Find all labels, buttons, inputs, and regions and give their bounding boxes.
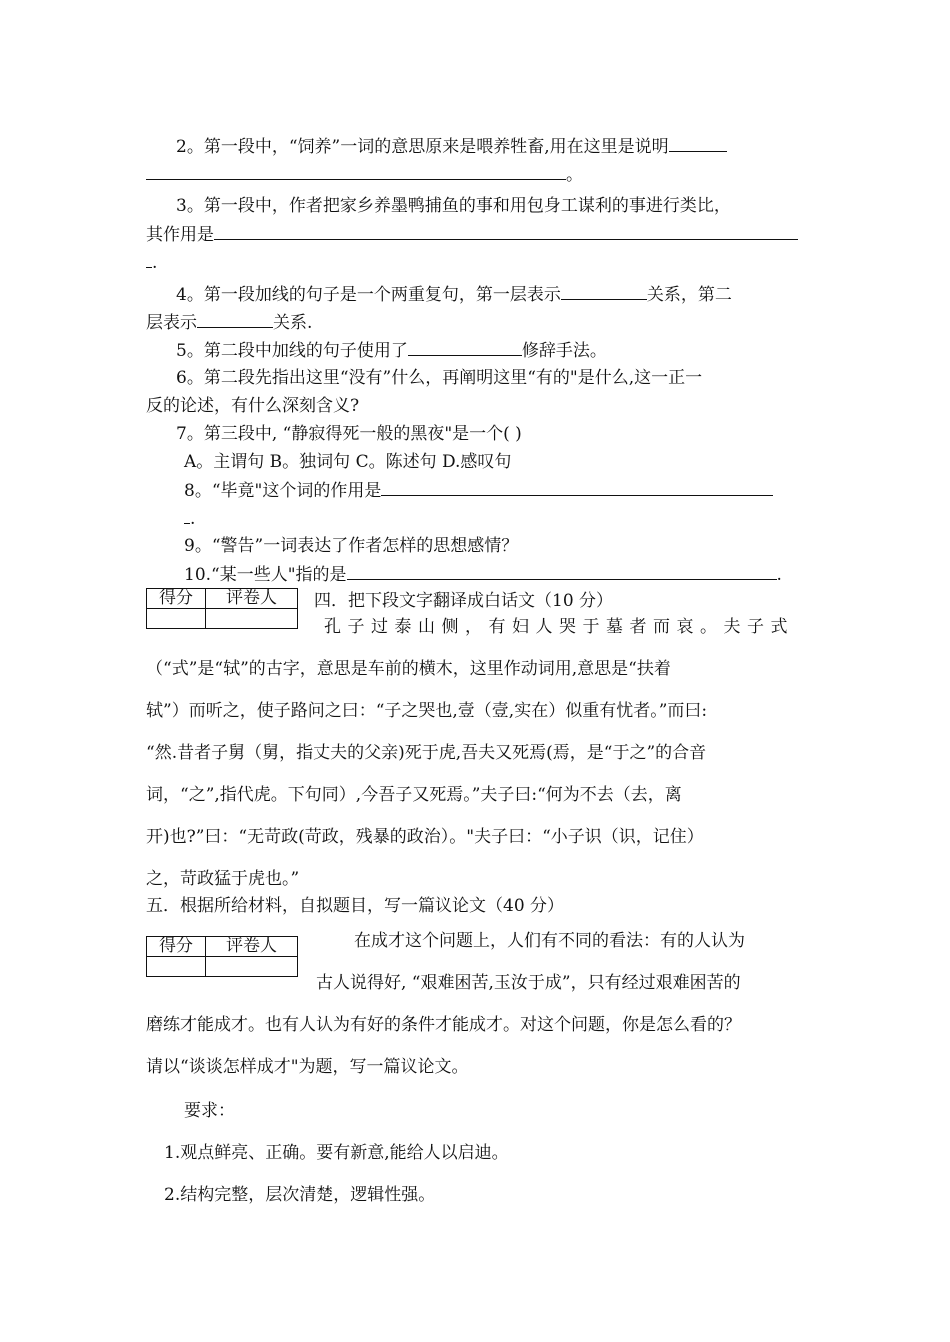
question-2-continuation — [146, 160, 806, 188]
passage-line: “然.昔者子舅（舅，指丈夫的父亲)死于虎,吾夫又死焉(焉，是“于之”的合音 — [146, 743, 707, 763]
question-4-text2: 层表示 — [146, 313, 197, 333]
question-7-options — [146, 448, 806, 476]
requirement-item: 2.结构完整，层次清楚，逻辑性强。 — [164, 1185, 436, 1205]
question-8-end: . — [190, 509, 196, 529]
question-8-line2 — [146, 504, 806, 532]
question-3-line3 — [146, 248, 806, 276]
answer-blank[interactable] — [408, 336, 522, 356]
question-3 — [146, 192, 806, 220]
question-2-end: 。 — [566, 165, 583, 185]
requirements-label: 要求： — [184, 1101, 235, 1121]
answer-blank[interactable] — [197, 308, 273, 328]
question-4 — [146, 280, 806, 308]
passage-line: 孔子过泰山侧，有妇人哭于墓者而哀。夫子式 — [324, 617, 794, 637]
question-4-text: 4。第一段加线的句子是一个两重复句，第一层表示 — [176, 285, 561, 305]
question-9 — [146, 532, 806, 560]
passage-line: （“式”是“轼”的古字，意思是车前的横木，这里作动词用,意思是“扶着 — [146, 659, 671, 679]
section-4-passage — [146, 606, 806, 900]
answer-blank[interactable] — [347, 560, 777, 580]
question-4-end: 关系. — [273, 313, 313, 333]
question-10-text: 10.“某一些人"指的是 — [184, 565, 347, 585]
question-5-end: 修辞手法。 — [521, 341, 607, 361]
passage-line: 开)也?”曰：“无苛政(苛政，残暴的政治）。"夫子曰：“小子识（识，记住） — [146, 827, 704, 847]
question-8 — [146, 476, 806, 504]
section-5-title: 五．根据所给材料，自拟题目，写一篇议论文（40 分） — [146, 896, 565, 916]
question-3-text: 3。第一段中，作者把家乡养墨鸭捕鱼的事和用包身工谋利的事进行类比， — [176, 196, 731, 216]
exam-page — [146, 128, 806, 1216]
question-6-line2 — [146, 392, 806, 420]
question-6-text2: 反的论述，有什么深刻含义? — [146, 396, 360, 416]
question-7-options-text: A。主谓句 B。独词句 C。陈述句 D.感叹句 — [184, 452, 512, 472]
question-6 — [146, 364, 806, 392]
answer-blank[interactable] — [214, 220, 798, 240]
score-label: 得分 — [147, 589, 206, 609]
question-4-line2 — [146, 308, 806, 336]
section-4 — [146, 588, 806, 889]
answer-blank[interactable] — [146, 160, 566, 180]
question-3-line2 — [146, 220, 806, 248]
material-line: 在成才这个问题上，人们有不同的看法：有的人认为 — [354, 931, 745, 951]
question-7 — [146, 420, 806, 448]
question-6-text: 6。第二段先指出这里“没有”什么，再阐明这里“有的"是什么,这一正一 — [176, 368, 703, 388]
question-5-text: 5。第二段中加线的句子使用了 — [176, 341, 408, 361]
section-5-material — [146, 920, 806, 1088]
passage-line: 轼”）而听之，使子路问之曰：“子之哭也,壹（壹,实在）似重有忧者。”而曰: — [146, 701, 708, 721]
answer-blank[interactable] — [381, 476, 773, 496]
grader-label: 评卷人 — [206, 937, 298, 957]
grader-label: 评卷人 — [206, 589, 298, 609]
question-4-mid: 关系，第二 — [646, 285, 732, 305]
question-8-text: 8。“毕竟"这个词的作用是 — [184, 481, 382, 501]
passage-line: 之，苛政猛于虎也。” — [146, 869, 300, 889]
section-5 — [146, 920, 806, 1080]
question-10-end: . — [776, 565, 782, 585]
passage-line: 词，“之”,指代虎。下句同）,今吾子又死焉。”夫子曰:“何为不去（去，离 — [146, 785, 682, 805]
question-3-text2: 其作用是 — [146, 225, 214, 245]
question-7-text: 7。第三段中, “静寂得死一般的黑夜"是一个( ) — [176, 424, 522, 444]
section-4-title: 四．把下段文字翻译成白话文（10 分） — [314, 591, 614, 611]
answer-blank[interactable] — [669, 132, 727, 152]
answer-blank[interactable] — [561, 280, 647, 300]
question-3-end: . — [152, 253, 158, 273]
material-line: 磨练才能成才。也有人认为有好的条件才能成才。对这个问题，你是怎么看的？ — [146, 1015, 741, 1035]
question-2 — [146, 132, 806, 160]
requirement-item: 1.观点鲜亮、正确。要有新意,能给人以启迪。 — [164, 1143, 509, 1163]
material-line: 古人说得好, “艰难困苦,玉汝于成”，只有经过艰难困苦的 — [316, 973, 741, 993]
score-label: 得分 — [147, 937, 206, 957]
question-5 — [146, 336, 806, 364]
material-line: 请以“谈谈怎样成才"为题，写一篇议论文。 — [146, 1057, 469, 1077]
question-9-text: 9。“警告”一词表达了作者怎样的思想感情？ — [184, 536, 519, 556]
question-2-text: 2。第一段中，“饲养”一词的意思原来是喂养牲畜,用在这里是说明 — [176, 137, 669, 157]
question-10 — [146, 560, 806, 588]
